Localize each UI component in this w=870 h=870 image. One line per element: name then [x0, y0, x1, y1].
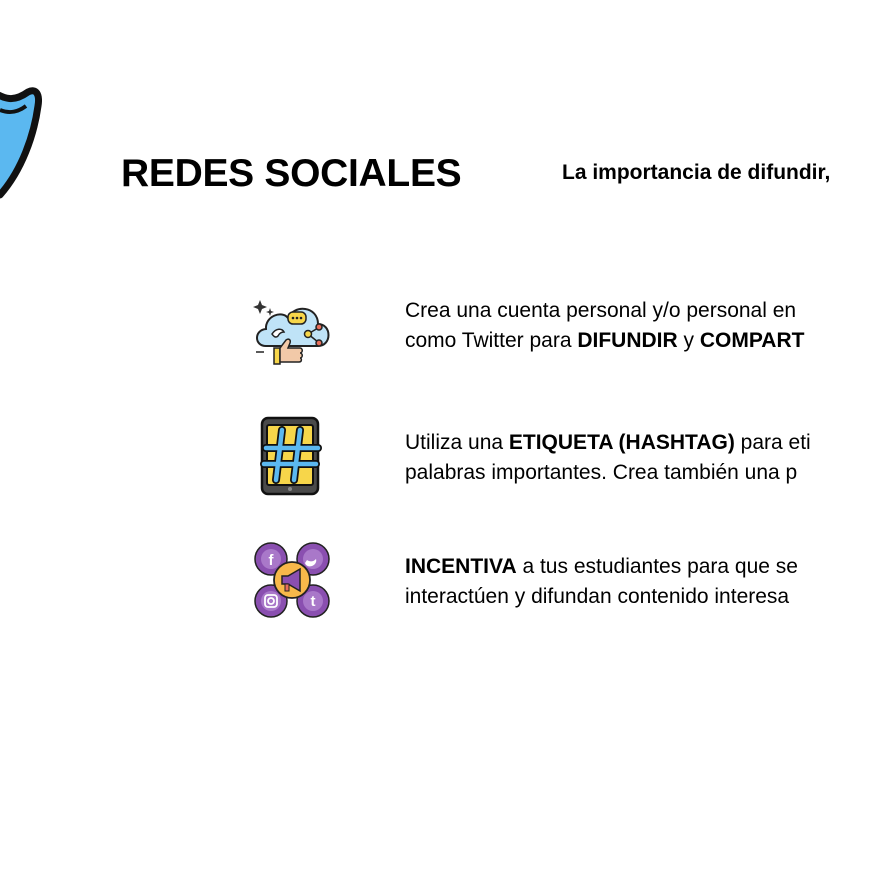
tip-line-2	[405, 582, 870, 612]
tip-line-1	[405, 428, 870, 458]
text-segment: como Twitter para	[405, 329, 578, 352]
page-subtitle: La importancia de difundir,	[562, 161, 831, 184]
text-segment: Utiliza una	[405, 431, 509, 454]
social-media-megaphone-icon	[252, 540, 334, 622]
tip-line-2	[405, 326, 870, 356]
text-emphasis: COMPART	[699, 329, 805, 352]
text-segment: a tus estudiantes para que se	[516, 555, 798, 578]
text-emphasis: INCENTIVA	[405, 555, 517, 578]
svg-text:f: f	[268, 552, 274, 569]
tip-line-1	[405, 552, 870, 582]
tip-text	[405, 296, 870, 356]
tip-text	[405, 428, 870, 488]
svg-text:t: t	[310, 593, 316, 610]
tip-line-2	[405, 458, 870, 488]
text-segment: para eti	[734, 431, 811, 454]
text-segment: Crea una cuenta personal y/o personal en	[405, 299, 797, 322]
tip-line-1	[405, 296, 870, 326]
text-segment: y	[677, 329, 700, 352]
text-emphasis: ETIQUETA (HASHTAG)	[508, 431, 735, 454]
tip-text	[405, 552, 870, 612]
social-network-cloud-icon	[252, 296, 334, 378]
logo-shield-icon	[0, 80, 42, 200]
text-segment: palabras importantes. Crea también una p	[405, 461, 798, 484]
text-emphasis: DIFUNDIR	[577, 329, 678, 352]
hashtag-tablet-icon	[252, 416, 334, 498]
text-segment: interactúen y difundan contenido interesa	[405, 585, 790, 608]
page-title: REDES SOCIALES	[121, 152, 462, 195]
